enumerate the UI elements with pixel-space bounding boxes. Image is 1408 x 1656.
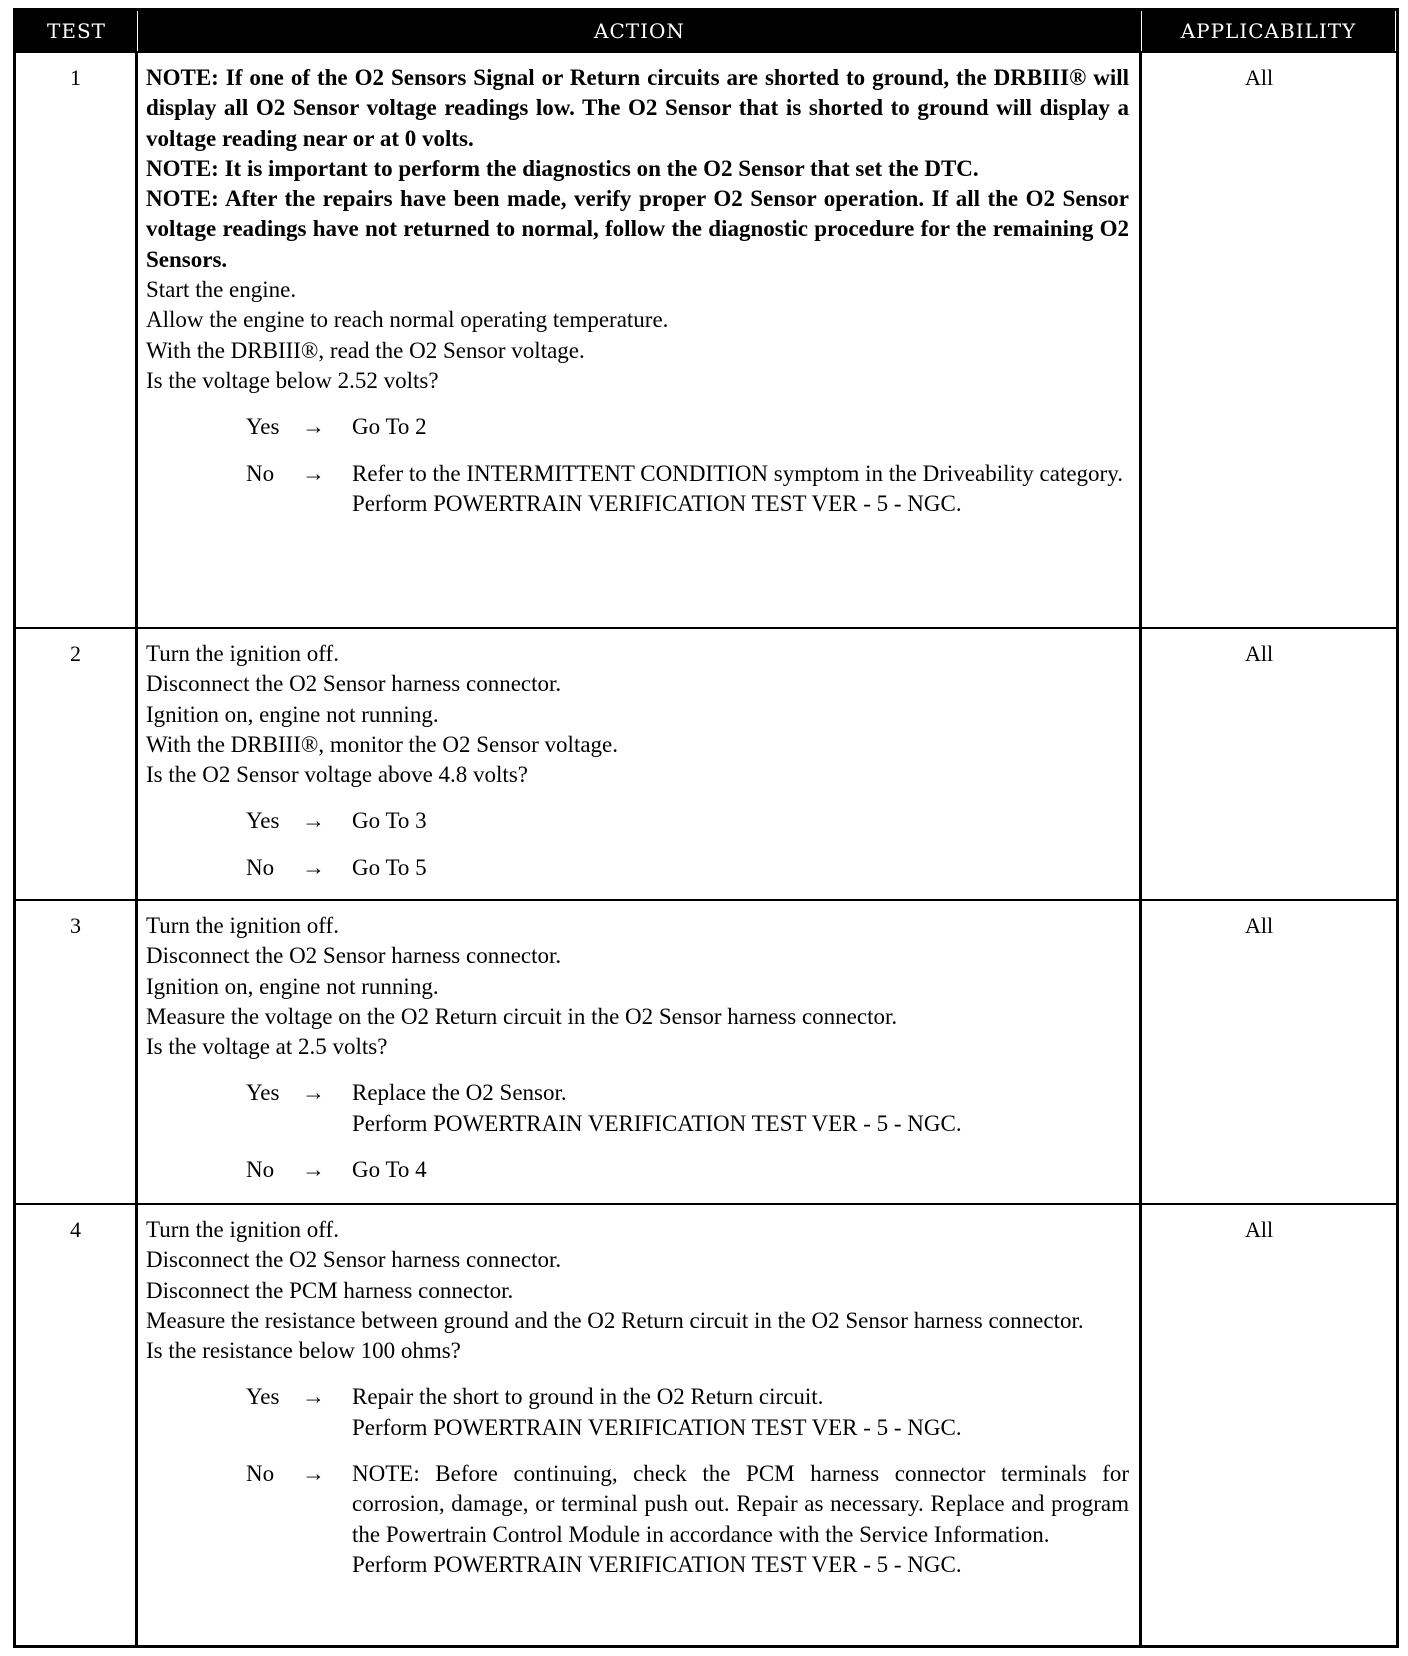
applicability: All [1142,1203,1396,1645]
yes-label: Yes [246,1384,280,1410]
header-applicability: APPLICABILITY [1142,11,1396,51]
arrow-icon: → [302,854,325,880]
step: Ignition on, engine not running. [146,701,439,727]
note: NOTE: If one of the O2 Sensors Signal or Return circuits are shorted to ground, the DRBIII® will display all O2 Sensor voltage readings low. The O2 Sensor that is shorted to ground will display a voltage reading near or at 0 volts. [146,65,1129,151]
diagnostic-table [13,8,1399,1648]
response-text: Perform POWERTRAIN VERIFICATION TEST VER - 5 - NGC. [352,1110,962,1136]
yes-label: Yes [246,414,280,440]
no-label: No [246,1461,275,1487]
no-label: No [246,854,275,880]
test-number: 1 [16,51,138,627]
step: Turn the ignition off. [146,641,339,666]
response-text: Go To 3 [352,808,427,834]
step: Turn the ignition off. [146,913,339,938]
step: Is the voltage below 2.52 volts? [146,367,439,393]
yes-label: Yes [246,1080,280,1106]
arrow-icon: → [302,1080,325,1106]
no-response [246,1459,1129,1580]
arrow-icon: → [302,808,325,834]
action-cell [138,627,1142,899]
yes-response [246,806,1129,836]
step: Disconnect the O2 Sensor harness connector. [146,671,562,697]
test-number: 4 [16,1203,138,1645]
step: Ignition on, engine not running. [146,973,439,999]
response-text: Go To 5 [352,854,427,880]
yes-response [246,1382,1129,1443]
response-text: Repair the short to ground in the O2 Return circuit. [352,1384,824,1410]
step: With the DRBIII®, read the O2 Sensor voltage. [146,337,585,363]
response-text: Replace the O2 Sensor. [352,1080,567,1106]
step: Is the O2 Sensor voltage above 4.8 volts? [146,762,528,788]
response-text: Perform POWERTRAIN VERIFICATION TEST VER - 5 - NGC. [352,490,962,516]
response-text: Perform POWERTRAIN VERIFICATION TEST VER - 5 - NGC. [352,1414,962,1440]
step: Disconnect the PCM harness connector. [146,1277,514,1303]
step: Measure the resistance between ground and the O2 Return circuit in the O2 Sensor harness connector. [146,1307,1084,1333]
no-response [246,459,1129,520]
step: Measure the voltage on the O2 Return circuit in the O2 Sensor harness connector. [146,1003,898,1029]
note: NOTE: It is important to perform the diagnostics on the O2 Sensor that set the DTC. [146,155,979,181]
action-cell [138,899,1142,1203]
response-text: Perform POWERTRAIN VERIFICATION TEST VER - 5 - NGC. [352,1551,962,1577]
arrow-icon: → [302,1157,325,1183]
no-response [246,853,1129,883]
applicability: All [1142,899,1396,1203]
step: With the DRBIII®, monitor the O2 Sensor voltage. [146,731,619,757]
header-action: ACTION [138,11,1142,51]
action-cell [138,1203,1142,1645]
step: Is the resistance below 100 ohms? [146,1338,461,1364]
no-response [246,1155,1129,1185]
step: Turn the ignition off. [146,1217,339,1242]
step: Disconnect the O2 Sensor harness connector. [146,943,562,969]
arrow-icon: → [302,460,325,486]
response-text: Refer to the INTERMITTENT CONDITION symptom in the Driveability category. [352,460,1123,486]
action-cell [138,51,1142,627]
yes-response [246,412,1129,442]
test-number: 3 [16,899,138,1203]
applicability: All [1142,51,1396,627]
yes-response [246,1078,1129,1139]
test-number: 2 [16,627,138,899]
yes-label: Yes [246,808,280,834]
response-text: Go To 2 [352,414,427,440]
applicability: All [1142,627,1396,899]
step: Disconnect the O2 Sensor harness connector. [146,1247,562,1273]
arrow-icon: → [302,1384,325,1410]
step: Allow the engine to reach normal operating temperature. [146,307,669,333]
no-label: No [246,460,275,486]
step: Start the engine. [146,277,297,303]
header-test: TEST [16,11,138,51]
no-label: No [246,1157,275,1183]
arrow-icon: → [302,1461,325,1487]
note: NOTE: After the repairs have been made, verify proper O2 Sensor operation. If all the O2 Sensor voltage readings have not returned to normal, follow the diagnostic procedure for the remaining O2 Sensors. [146,186,1129,272]
arrow-icon: → [302,414,325,440]
response-text: Go To 4 [352,1157,427,1183]
step: Is the voltage at 2.5 volts? [146,1034,388,1060]
response-text: NOTE: Before continuing, check the PCM harness connector terminals for corrosion, damage, or terminal push out. Repair as necessary. Replace and program the Powertrain Control Module in accordance with the Service Information. [352,1461,1129,1547]
